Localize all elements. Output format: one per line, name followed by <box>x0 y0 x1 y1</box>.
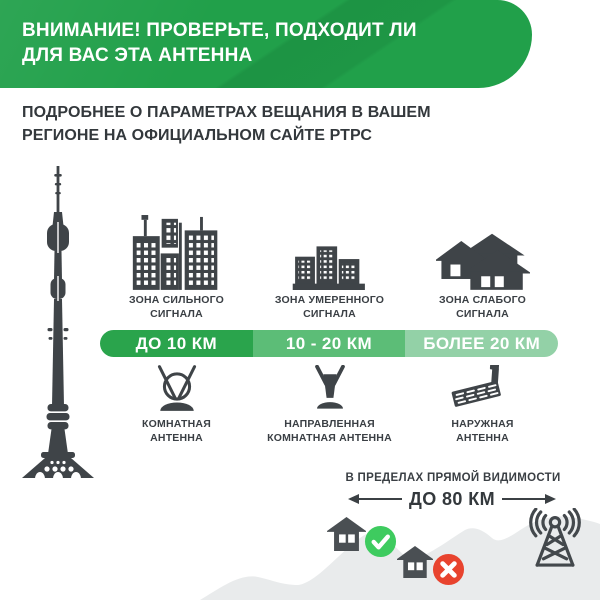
antenna-icons-row <box>100 363 560 411</box>
subheader-line1: ПОДРОБНЕЕ О ПАРАМЕТРАХ ВЕЩАНИЯ В ВАШЕМ <box>22 104 431 121</box>
subheader-line2: РЕГИОНЕ НА ОФИЦИАЛЬНОМ САЙТЕ РТРС <box>22 126 373 144</box>
arrow-line <box>359 498 402 501</box>
zone-icons-row <box>100 212 560 290</box>
antenna-cell-outdoor <box>406 363 559 411</box>
antenna-label-outdoor: НАРУЖНАЯ АНТЕННА <box>451 418 514 445</box>
house-icon <box>327 517 366 551</box>
village-houses-icon <box>436 230 530 290</box>
city-skyline-icon <box>129 213 225 290</box>
directional-indoor-antenna-icon <box>298 365 362 411</box>
subheader <box>22 102 492 147</box>
zone-label-weak: ЗОНА СЛАБОГО СИГНАЛА <box>438 294 527 321</box>
antenna-label-directional: НАПРАВЛЕННАЯ КОМНАТНАЯ АНТЕННА <box>267 418 392 445</box>
distance-label: БОЛЕЕ 20 КМ <box>423 333 541 353</box>
zone-labels-row <box>100 293 560 321</box>
banner-title-line2: ДЛЯ ВАС ЭТА АНТЕННА <box>22 45 253 67</box>
arrow-line <box>502 498 545 501</box>
antenna-labels-row <box>100 417 560 445</box>
antenna-label-indoor: КОМНАТНАЯ АНТЕННА <box>142 418 211 445</box>
antenna-cell-indoor <box>100 363 253 411</box>
distance-label: 10 - 20 КМ <box>285 333 373 353</box>
antenna-cell-directional <box>253 363 406 411</box>
header-banner <box>0 0 532 88</box>
line-of-sight-caption: В ПРЕДЕЛАХ ПРЯМОЙ ВИДИМОСТИ <box>345 472 561 484</box>
check-circle-icon <box>364 525 397 558</box>
zone-label-strong: ЗОНА СИЛЬНОГО СИГНАЛА <box>128 294 225 321</box>
zone-cell-strong <box>100 212 253 290</box>
zone-label-moderate: ЗОНА УМЕРЕННОГО СИГНАЛА <box>274 294 385 321</box>
banner-title-line1: ВНИМАНИЕ! ПРОВЕРЬТЕ, ПОДХОДИТ ЛИ <box>22 20 417 41</box>
zone-cell-moderate <box>253 212 406 290</box>
outdoor-antenna-icon <box>444 365 522 411</box>
distance-segment-strong <box>100 330 253 357</box>
line-of-sight-arrow <box>348 488 556 510</box>
distance-bar <box>100 330 558 357</box>
arrowhead-left-icon <box>348 494 359 504</box>
distance-label: ДО 10 КМ <box>135 333 218 353</box>
tv-tower-icon <box>14 166 102 478</box>
distance-80km-label: ДО 80 КМ <box>408 488 496 509</box>
arrowhead-right-icon <box>545 494 556 504</box>
cross-circle-icon <box>432 553 465 586</box>
distance-segment-weak <box>405 330 558 357</box>
distance-segment-moderate <box>253 330 406 357</box>
banner-title <box>22 18 502 69</box>
zone-cell-weak <box>406 212 559 290</box>
house-icon <box>397 546 433 578</box>
radio-tower-icon <box>522 508 588 574</box>
town-buildings-icon <box>290 244 370 290</box>
indoor-antenna-icon <box>145 365 209 411</box>
